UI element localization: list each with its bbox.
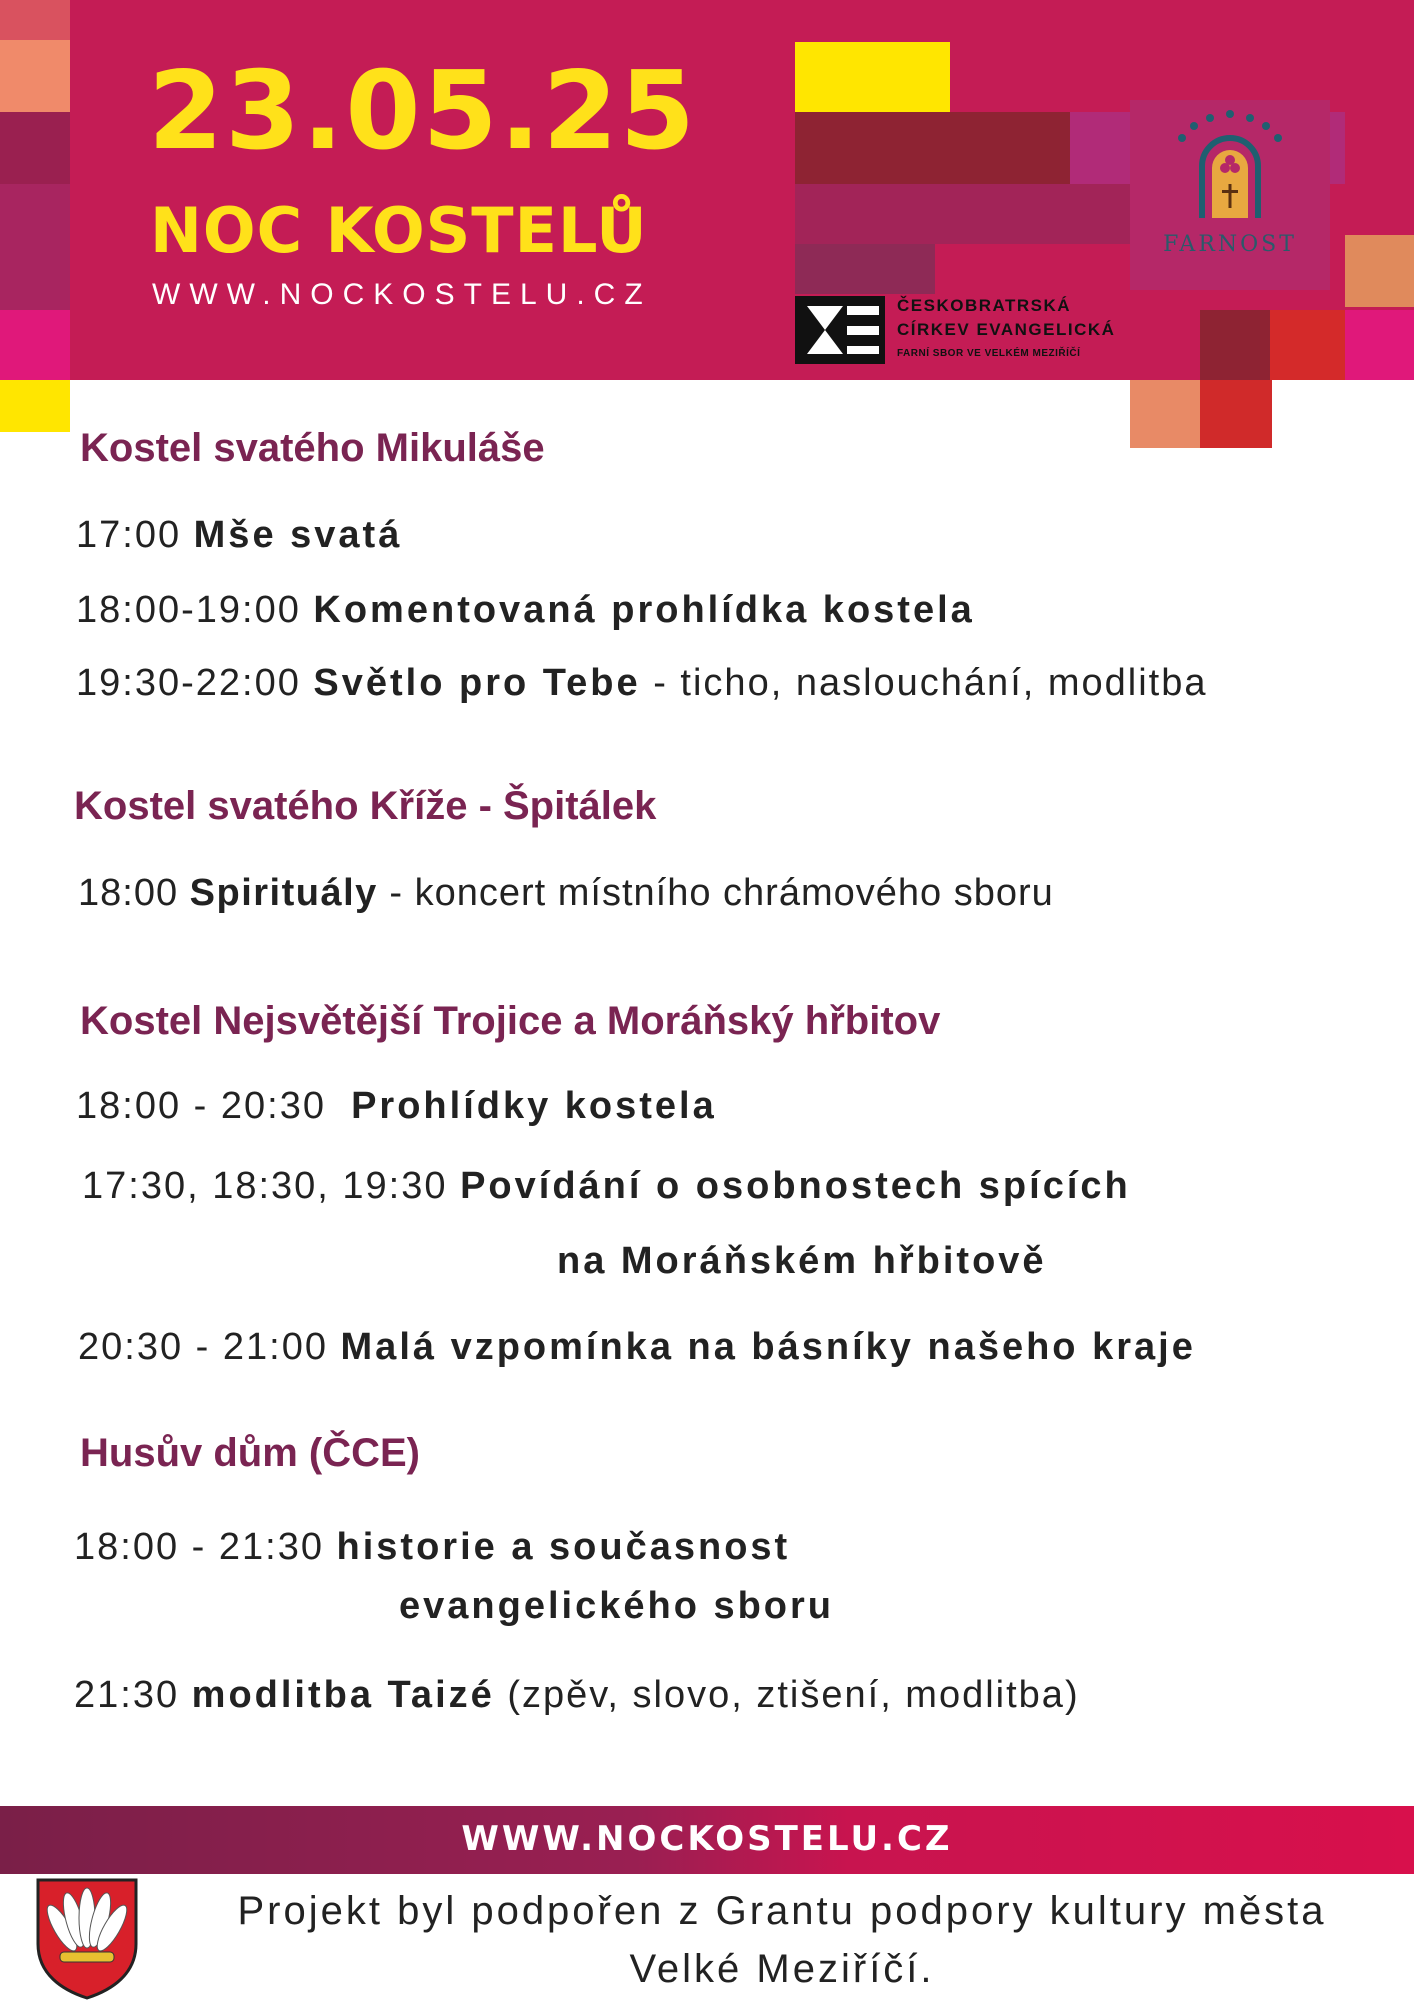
program-item bbox=[78, 874, 1054, 912]
decor-block bbox=[1200, 380, 1272, 448]
decor-block bbox=[0, 310, 70, 380]
event-date: 23.05.25 bbox=[148, 49, 697, 174]
farnost-label: FARNOST bbox=[1163, 232, 1297, 257]
item-title: Světlo pro Tebe bbox=[313, 662, 641, 704]
cce-logo-line2: CÍRKEV EVANGELICKÁ bbox=[897, 320, 1116, 339]
decor-block bbox=[1270, 310, 1345, 380]
decor-block bbox=[1200, 310, 1270, 380]
footer-website-link[interactable]: WWW.NOCKOSTELU.CZ bbox=[461, 1819, 953, 1859]
decor-block bbox=[795, 42, 950, 112]
item-title: Spirituály bbox=[189, 872, 378, 914]
decor-block bbox=[0, 184, 70, 310]
decor-block bbox=[795, 112, 1070, 184]
decor-block bbox=[1345, 310, 1414, 380]
church-window-icon bbox=[1130, 100, 1330, 230]
cce-logo-line3: FARNÍ SBOR VE VELKÉM MEZIŘÍČÍ bbox=[897, 348, 1081, 359]
venue-heading: Kostel Nejsvětější Trojice a Moráňský hřbitov bbox=[80, 999, 941, 1043]
grant-line-2: Velké Meziříčí. bbox=[629, 1947, 935, 1991]
program-item bbox=[76, 664, 1208, 702]
town-crest-icon bbox=[32, 1874, 142, 2000]
cce-chalice-icon bbox=[795, 296, 885, 364]
decor-block bbox=[0, 112, 70, 184]
farnost-logo bbox=[1130, 100, 1330, 290]
program-item bbox=[76, 1087, 717, 1125]
grant-line-1: Projekt byl podpořen z Grantu podpory kultury města bbox=[237, 1889, 1327, 1933]
item-time: 17:30, 18:30, 19:30 bbox=[82, 1165, 448, 1207]
decor-block bbox=[0, 0, 70, 40]
decor-block bbox=[1345, 235, 1414, 307]
venue-heading: Kostel svatého Mikuláše bbox=[80, 426, 545, 470]
item-title: modlitba Taizé bbox=[191, 1674, 495, 1716]
cce-logo-line1: ČESKOBRATRSKÁ bbox=[897, 296, 1072, 315]
item-note: - ticho, naslouchání, modlitba bbox=[653, 662, 1208, 704]
decor-block bbox=[0, 40, 70, 112]
item-time: 21:30 bbox=[74, 1674, 180, 1716]
decor-block bbox=[795, 184, 1135, 244]
program-item bbox=[76, 591, 975, 629]
program-item bbox=[76, 516, 402, 554]
program-item bbox=[74, 1676, 1080, 1714]
item-note: (zpěv, slovo, ztišení, modlitba) bbox=[507, 1674, 1080, 1716]
item-title-line2: na Moráňském hřbitově bbox=[557, 1240, 1047, 1282]
item-time: 17:00 bbox=[76, 514, 182, 556]
program-item-continuation bbox=[399, 1587, 834, 1625]
venue-heading: Husův dům (ČCE) bbox=[80, 1431, 420, 1475]
item-title: Malá vzpomínka na básníky našeho kraje bbox=[340, 1326, 1196, 1368]
item-title: Povídání o osobnostech spících bbox=[460, 1165, 1131, 1207]
item-time: 18:00 bbox=[78, 872, 179, 914]
grant-statement bbox=[150, 1882, 1414, 1998]
program-item bbox=[74, 1528, 790, 1566]
header-website-link[interactable]: WWW.NOCKOSTELU.CZ bbox=[152, 278, 652, 311]
item-time: 19:30-22:00 bbox=[76, 662, 301, 704]
decor-block bbox=[795, 244, 935, 294]
event-title: NOC KOSTELŮ bbox=[150, 194, 648, 267]
item-time: 18:00 - 20:30 bbox=[76, 1085, 339, 1127]
item-note: - koncert místního chrámového sboru bbox=[389, 872, 1054, 914]
item-title: Prohlídky kostela bbox=[351, 1085, 717, 1127]
item-title: Komentovaná prohlídka kostela bbox=[313, 589, 975, 631]
item-time: 18:00 - 21:30 bbox=[74, 1526, 324, 1568]
venue-heading: Kostel svatého Kříže - Špitálek bbox=[74, 784, 657, 828]
decor-block bbox=[0, 380, 70, 432]
item-title: Mše svatá bbox=[193, 514, 403, 556]
decor-block bbox=[1130, 380, 1200, 448]
item-time: 20:30 - 21:00 bbox=[78, 1326, 328, 1368]
item-title: historie a současnost bbox=[336, 1526, 791, 1568]
program-item bbox=[78, 1328, 1196, 1366]
program-item-continuation bbox=[557, 1242, 1047, 1280]
item-time: 18:00-19:00 bbox=[76, 589, 301, 631]
item-title-line2: evangelického sboru bbox=[399, 1585, 835, 1627]
program-item bbox=[82, 1167, 1131, 1205]
